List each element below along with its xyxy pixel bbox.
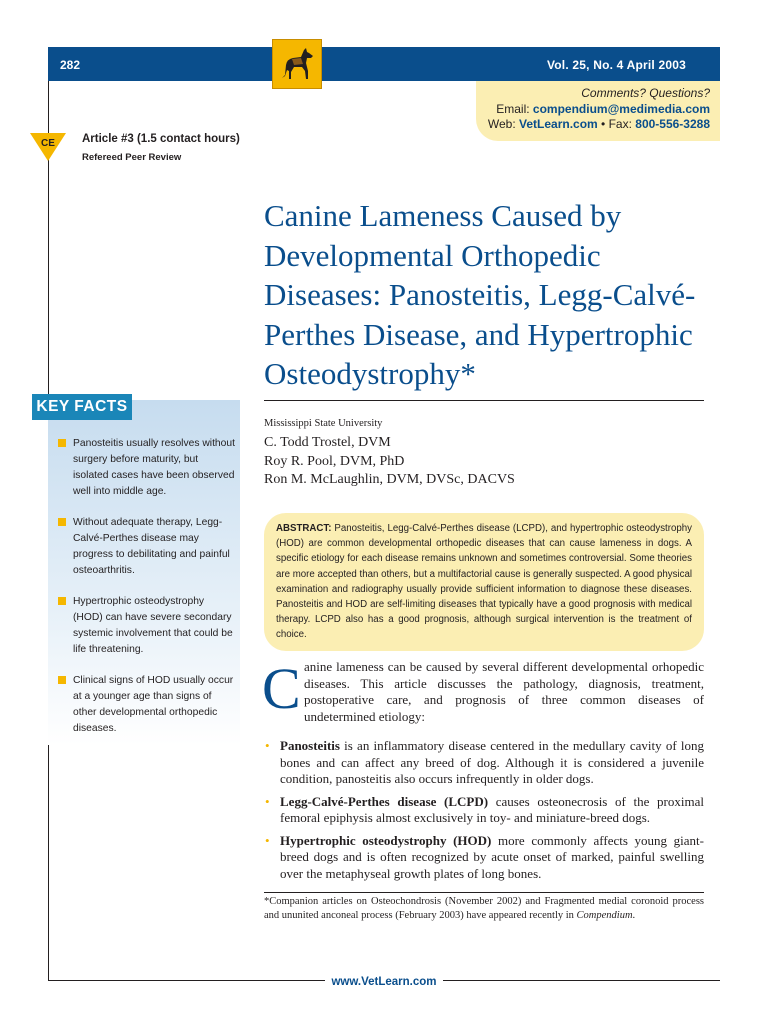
list-item: [264, 833, 704, 883]
key-fact-item: [58, 673, 236, 737]
journal-name: Compendium: [576, 910, 633, 921]
disease-term: Panosteitis: [280, 738, 340, 753]
email-link[interactable]: compendium@medimedia.com: [532, 101, 710, 116]
key-facts-list: [58, 436, 236, 752]
abstract-label: ABSTRACT:: [276, 523, 332, 534]
comments-question: Comments? Questions?: [581, 86, 710, 100]
abstract-text: Panosteitis, Legg-Calvé-Perthes disease (LCPD), and hypertrophic osteodystrophy (HOD) are common developmental orthopedic diseases that can cause lameness in dogs. A specific etiology for each disease remains unknown and sometimes controversial. Some theories are more accepted than others, but a multifactorial cause is generally suspected. A good physical examination and radiography usually provide sufficient information to diagnose these diseases. Panosteitis and HOD are self-limiting diseases that typically have a good prognosis with medical therapy. LCPD also has a good prognosis, although surgical intervention is the treatment of choice.: [276, 523, 692, 641]
article-number: Article #3 (1.5 contact hours): [82, 133, 240, 145]
intro-paragraph: anine lameness can be caused by several different developmental orhopedic diseases. This article discusses the pathology, diagnosis, treatment, postoperative care, and prognosis of three common diseases of undetermined etiology:: [304, 659, 704, 724]
author-name: Ron M. McLaughlin, DVM, DVSc, DACVS: [264, 472, 515, 487]
web-link[interactable]: VetLearn.com: [519, 117, 598, 131]
list-item: [264, 794, 704, 827]
footnote-end: .: [632, 910, 636, 921]
fax-number: 800-556-3288: [635, 117, 710, 131]
key-fact-text: Without adequate therapy, Legg-Calvé-Perthes disease may progress to debilitating and painful osteoarthritis.: [73, 517, 230, 576]
page-number: 282: [60, 58, 81, 72]
drop-cap: C: [262, 656, 301, 721]
key-fact-item: [58, 436, 236, 500]
fax-label: • Fax:: [601, 117, 632, 131]
bullet-dot-icon: •: [265, 832, 270, 848]
key-fact-text: Clinical signs of HOD usually occur at a younger age than signs of other developmental orthopedic diseases.: [73, 675, 234, 734]
issue-info: Vol. 25, No. 4 April 2003: [546, 58, 686, 72]
dog-icon: [272, 39, 322, 89]
bullet-square-icon: [58, 518, 66, 526]
disease-term: Legg-Calvé-Perthes disease (LCPD): [280, 793, 489, 809]
bullet-dot-icon: •: [265, 793, 270, 809]
email-label: Email:: [496, 101, 530, 116]
bullet-square-icon: [58, 597, 66, 605]
disease-description: causes osteonecrosis of the proximal femoral epiphysis almost exclusively in toy- and miniature-breed dogs.: [280, 793, 704, 825]
key-fact-text: Panosteitis usually resolves without surgery before maturity, but isolated cases have been observed well into middle age.: [73, 438, 235, 497]
refereed-label: Refereed Peer Review: [82, 152, 182, 163]
bullet-square-icon: [58, 676, 66, 684]
key-fact-item: [58, 594, 236, 658]
list-item: [264, 738, 704, 788]
comments-contact: [488, 86, 710, 133]
key-fact-text: Hypertrophic osteodystrophy (HOD) can have severe secondary systemic involvement that could be life threatening.: [73, 596, 233, 655]
footnote: [264, 895, 704, 923]
bullet-dot-icon: •: [265, 738, 270, 753]
footnote-rule: [264, 892, 704, 893]
disease-description: more commonly affects young giant-breed dogs and is often recognized by acute onset of marked, painful swelling over the metaphyseal growth plates of long bones.: [280, 832, 704, 881]
disease-list: [264, 738, 704, 888]
article-title: Canine Lameness Caused by Developmental Orthopedic Diseases: Panosteitis, Legg-Calvé-Perthes Disease, and Hypertrophic Osteodystrophy*: [264, 198, 696, 391]
affiliation: Mississippi State University: [264, 418, 383, 429]
author-name: C. Todd Trostel, DVM: [264, 435, 391, 450]
footer-site-link[interactable]: www.VetLearn.com: [325, 976, 442, 988]
footer: [0, 972, 768, 990]
abstract-body: [276, 521, 692, 643]
disease-description: is an inflammatory disease centered in the medullary cavity of long bones and can affect any breed of dog. Although it is considered a juvenile condition, panosteitis also occurs infrequently in older dogs.: [280, 738, 704, 786]
title-rule: [264, 400, 704, 401]
disease-term: Hypertrophic osteodystrophy (HOD): [280, 832, 492, 848]
key-facts-heading: KEY FACTS: [32, 394, 132, 420]
bullet-square-icon: [58, 439, 66, 447]
author-name: Roy R. Pool, DVM, PhD: [264, 453, 405, 469]
ce-badge-label: CE: [41, 138, 55, 149]
footnote-text: *Companion articles on Osteochondrosis (November 2002) and Fragmented medial coronoid process and ununited anconeal process (February 2003) have appeared recently in: [264, 896, 704, 921]
key-fact-item: [58, 515, 236, 579]
author-list: [264, 434, 515, 490]
web-label: Web:: [487, 117, 516, 131]
